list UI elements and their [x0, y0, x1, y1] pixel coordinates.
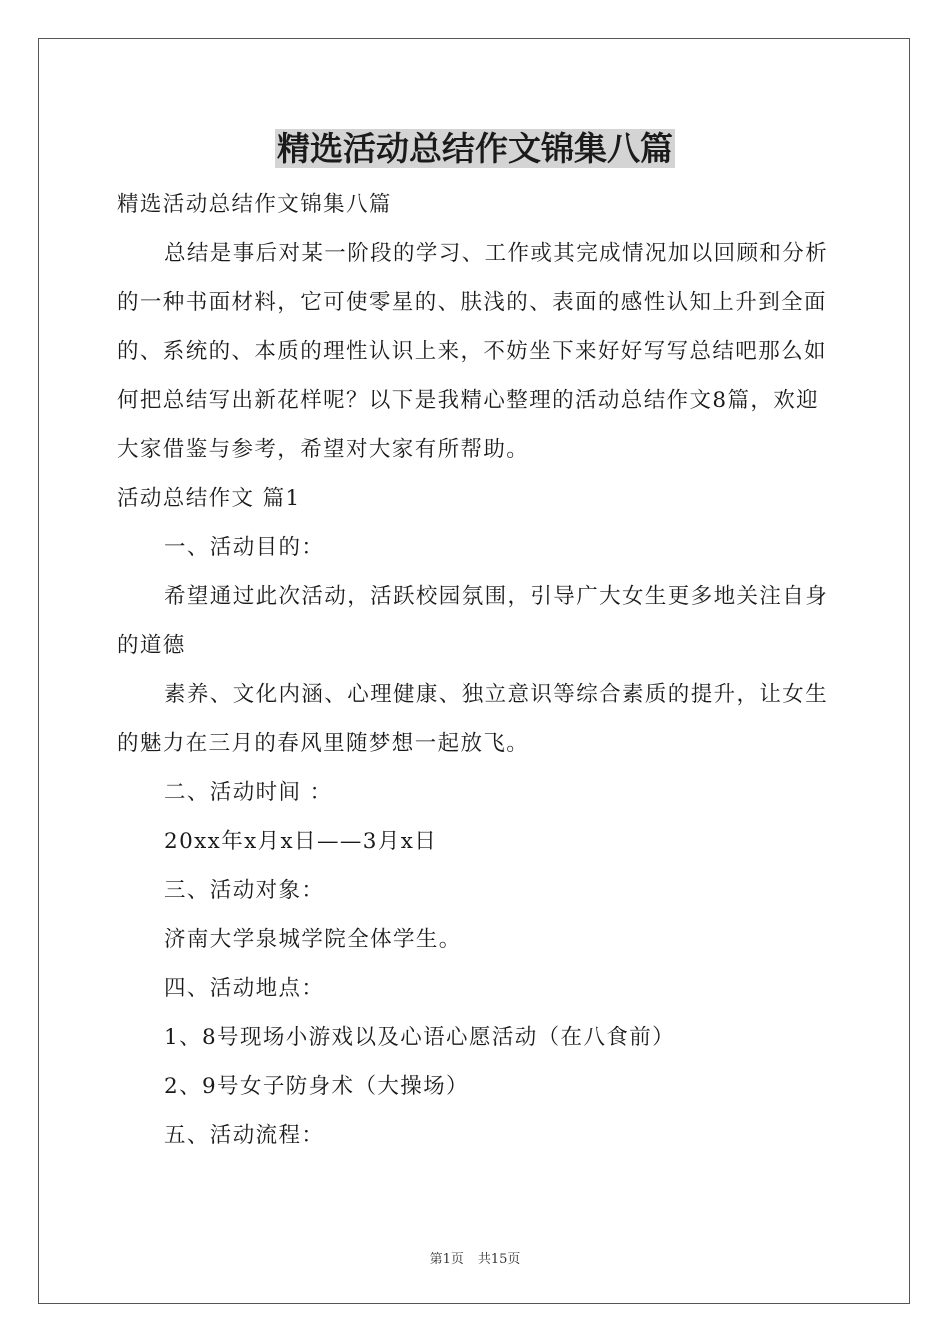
document-title — [0, 126, 950, 172]
time-text: 20xx年x月x日——3月x日 — [164, 829, 438, 854]
process-heading: 五、活动流程： — [164, 1123, 325, 1148]
document-subtitle: 精选活动总结作文锦集八篇 — [117, 192, 392, 217]
document-title-text: 精选活动总结作文锦集八篇 — [277, 129, 673, 168]
location-line-2: 2、9号女子防身术（大操场） — [164, 1074, 469, 1099]
location-heading: 四、活动地点： — [164, 976, 325, 1001]
page-number-current: 第1页 — [429, 1252, 464, 1267]
purpose-heading: 一、活动目的： — [164, 535, 325, 560]
location-line-1: 1、8号现场小游戏以及心语心愿活动（在八食前） — [164, 1025, 676, 1050]
audience-heading: 三、活动对象： — [164, 878, 325, 903]
page-footer — [0, 1248, 950, 1267]
purpose-text-a: 希望通过此次活动，活跃校园氛围，引导广大女生更多地关注自身的道德 — [117, 584, 829, 658]
audience-text: 济南大学泉城学院全体学生。 — [164, 927, 462, 952]
page-number-total: 共15页 — [477, 1252, 521, 1267]
purpose-text-b: 素养、文化内涵、心理健康、独立意识等综合素质的提升，让女生的魅力在三月的春风里随梦想一起放飞。 — [117, 682, 829, 756]
time-heading: 二、活动时间 ： — [164, 780, 333, 805]
section-heading: 活动总结作文 篇1 — [117, 486, 301, 511]
intro-paragraph: 总结是事后对某一阶段的学习、工作或其完成情况加以回顾和分析的一种书面材料，它可使零星的、肤浅的、表面的感性认知上升到全面的、系统的、本质的理性认识上来，不妨坐下来好好写写总结吧那么如何把总结写出新花样呢？以下是我精心整理的活动总结作文8篇，欢迎大家借鉴与参考，希望对大家有所帮助。 — [117, 241, 829, 462]
document-body — [117, 180, 837, 1160]
